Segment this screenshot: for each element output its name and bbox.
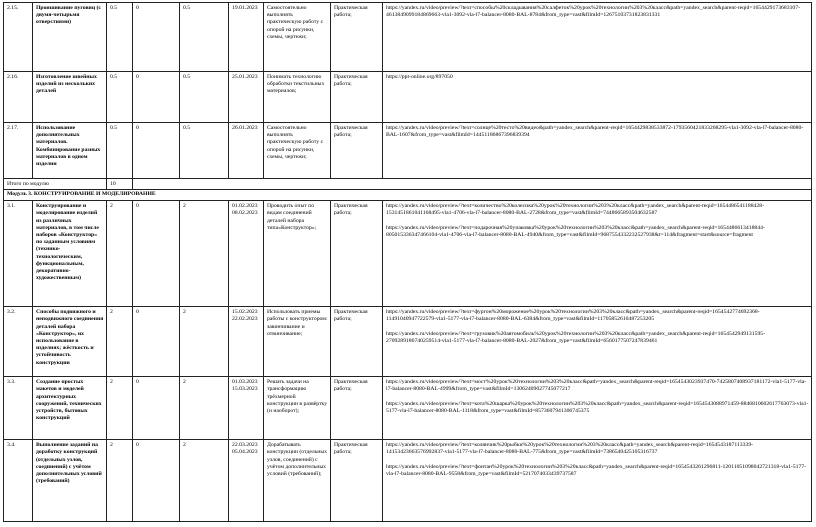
resource-links — [383, 377, 812, 440]
module-total-empty — [133, 179, 812, 190]
lesson-date: 15.03.2023 — [232, 386, 258, 393]
activity-content: Решать задачи на трансформацию трёхмерной конструкции в развёртку (и наоборот); — [264, 377, 331, 440]
table-row — [4, 307, 812, 377]
row-number: 2.17. — [4, 123, 33, 179]
table-row — [4, 201, 812, 307]
lesson-date: 19.01.2023 — [232, 5, 258, 11]
lesson-topic: Использование дополнительных материалов. Комбинирование разных материалов в одном изделии — [33, 123, 107, 179]
resource-link[interactable]: https://yandex.ru/video/preview/?text=кота%20шарка%20урок%20технологии%203%20класс&path=yandex_search&parent-reqid=1654543088971459-8846810602617763073-vla1-5177-vla-l7-balancer-8080-BAL-1118&from_type=vast&filmId=8573607941306745375 — [386, 400, 809, 414]
resource-link[interactable]: https://yandex.ru/video/preview/?text=мост%20урок%20технологии%203%20класс&path=yandex_search&parent-reqid=1654543023937470-7425807408937181172-vla1-5177-vla-l7-balancer-8080-BAL-4999&from_type=vast&filmId=13062409027745077217 — [386, 379, 807, 393]
control-form: Практическая работа; — [331, 123, 383, 179]
hours-theory: 0 — [133, 123, 180, 179]
activity-content: Самостоятельно выполнять практическую работу с опорой на рисунки, схемы, чертежи; — [264, 123, 331, 179]
lesson-topic: Выполнение заданий на доработку конструкций (отдельных узлов, соединений) с учётом дополнительных условий (требований) — [33, 440, 107, 522]
hours-practice: 2 — [180, 440, 229, 522]
activity-content: Использовать приемы работы с конструктором: завинчивание и отвинчивание; — [264, 307, 331, 377]
lesson-topic: Создание простых макетов и моделей архитектурных сооружений, технических устройств, бытовых конструкций — [33, 377, 107, 440]
hours-practice: 0.5 — [180, 72, 229, 123]
table-row — [4, 72, 812, 123]
lesson-date: 01.03.2023 — [232, 379, 258, 386]
lesson-dates — [229, 307, 264, 377]
lesson-date: 01.02.2023 — [232, 203, 258, 210]
row-number: 2.16. — [4, 72, 33, 123]
module-heading: Модуль 3. КОНСТРУИРОВАНИЕ И МОДЕЛИРОВАНИЕ — [4, 190, 812, 201]
resource-links — [383, 72, 812, 123]
resource-link[interactable]: https://yandex.ru/video/preview/?text=количество%20колесика%20урок%20технологии%203%20класс&path=yandex_search&parent-reqid=1654486541188428-1531451861041168495-vla1-4706-vla-l7-balancer-8080-BAL-2728&from_type=vast&filmId=7448665893504632587 — [386, 203, 764, 217]
resource-links — [383, 201, 812, 307]
row-number: 3.4. — [4, 440, 33, 522]
lesson-dates — [229, 377, 264, 440]
activity-content: Самостоятельно выполнять практическую работу с опорой на рисунки, схемы, чертежи; — [264, 3, 331, 72]
lesson-dates — [229, 201, 264, 307]
hours-theory: 0 — [133, 307, 180, 377]
resource-link[interactable]: https://yandex.ru/video/preview/?text=грузовик%20автомобиль%20урок%20технологии%203%20класс&path=yandex_search&parent-reqid=1654542949131595-2709289186740259514-vla1-5177-vla-l7-balancer-8080-BAL-2027&from_type=vast&filmId=6560177507247839461 — [386, 330, 766, 344]
hours-theory: 0 — [133, 440, 180, 522]
lesson-dates — [229, 3, 264, 72]
resource-link[interactable]: https://yandex.ru/video/preview/?text=фургон%20мороженое%20урок%20технологии%203%20класс&path=yandex_search&parent-reqid=1654542774692368-11491040947722579-vla1-5177-vla-l7-balancer-8080-BAL-6384&from_type=vast&filmId=11705852610487253205 — [386, 309, 760, 323]
lesson-date: 15.02.2023 — [232, 309, 258, 316]
activity-content: Проводить опыт по видам соединений деталей набора типа«Конструктор»; — [264, 201, 331, 307]
lesson-date: 22.03.2023 — [232, 442, 258, 449]
resource-link[interactable]: https://yandex.ru/video/preview/?text=фонтан%20урок%20технологии%203%20класс&path=yandex_search&parent-reqid=1654543261296811-12011051098042721318-vla1-5177-vla-l7-balancer-8080-BAL-9558&from_type=vast&filmId=5217074033439737587 — [386, 463, 807, 477]
row-number: 2.15. — [4, 3, 33, 72]
hours-total: 2 — [107, 307, 133, 377]
lesson-date: 22.02.2023 — [232, 316, 258, 323]
lesson-topic: Проишивание пуговиц (с двумя-четырьмя отверстиями) — [33, 3, 107, 72]
module-total-row — [4, 179, 812, 190]
resource-link[interactable]: https://yandex.ru/video/preview/?text=солнце%20тесто%20видео&path=yandex_search&parent-reqid=1654429838533872-1793560421833268295-vla1-3092-vla-l7-balancer-8080-BAL-1607&from_type=vast&filmId=14451186867396839394 — [386, 125, 804, 139]
hours-practice: 2 — [180, 307, 229, 377]
lesson-dates — [229, 72, 264, 123]
control-form: Практическая работа; — [331, 201, 383, 307]
hours-total: 0.5 — [107, 72, 133, 123]
control-form: Практическая работа; — [331, 377, 383, 440]
lesson-topic: Конструирование и моделирование изделий из различных материалов, в том числе наборов «Конструктор» по заданным условиям (технико-технологическим, функциональным, декоративно-художественным) — [33, 201, 107, 307]
resource-link[interactable]: https://yandex.ru/video/preview/?text=подарочная%20упаковка%20урок%20технологии%203%20класс&path=yandex_search&parent-reqid=1654486613418844-805015336347466104-vla1-4706-vla-l7-balancer-8080-BAL-4940&from_type=vast&filmId=9687554332232527938&t=114&fragment=start&source=fragment — [386, 224, 765, 238]
hours-total: 0.5 — [107, 3, 133, 72]
hours-practice: 2 — [180, 377, 229, 440]
row-number: 3.1. — [4, 201, 33, 307]
hours-total: 2 — [107, 201, 133, 307]
hours-theory: 0 — [133, 72, 180, 123]
module-total-label: Итого по модулю — [4, 179, 107, 190]
module-heading-row — [4, 190, 812, 201]
lesson-date: 05.04.2023 — [232, 449, 258, 456]
hours-practice: 0.5 — [180, 3, 229, 72]
resource-links — [383, 3, 812, 72]
resource-links — [383, 307, 812, 377]
row-number: 3.3. — [4, 377, 33, 440]
table-row — [4, 3, 812, 72]
lesson-dates — [229, 440, 264, 522]
resource-link[interactable]: https://yandex.ru/video/preview/?text=колянчик%20рыбки%20урок%20технологии%203%20класс&path=yandex_search&parent-reqid=1654543187113339-14153423663576992837-vla1-5177-vla-l7-balancer-8080-BAL-775&from_type=vast&filmId=7386540425105316737 — [386, 442, 754, 456]
hours-theory: 0 — [133, 201, 180, 307]
hours-practice: 0.5 — [180, 123, 229, 179]
resource-links — [383, 123, 812, 179]
hours-total: 2 — [107, 440, 133, 522]
control-form: Практическая работа; — [331, 440, 383, 522]
control-form: Практическая работа; — [331, 307, 383, 377]
lesson-date: 26.01.2023 — [232, 125, 258, 131]
resource-link[interactable]: https://ppt-online.org/897050 — [386, 74, 453, 80]
hours-theory: 0 — [133, 3, 180, 72]
hours-total: 0.5 — [107, 123, 133, 179]
hours-practice: 2 — [180, 201, 229, 307]
control-form: Практическая работа; — [331, 3, 383, 72]
module-total-value: 10 — [107, 179, 133, 190]
table-row — [4, 440, 812, 522]
lesson-date: 08.02.2023 — [232, 210, 258, 217]
lesson-dates — [229, 123, 264, 179]
table-row — [4, 123, 812, 179]
lesson-topic: Способы подвижного и неподвижного соединения деталей набора «Конструктор», их использование в изделиях; жёсткость и устойчивость конструкции — [33, 307, 107, 377]
hours-theory: 0 — [133, 377, 180, 440]
hours-total: 2 — [107, 377, 133, 440]
resource-link[interactable]: https://yandex.ru/video/preview/?text=способы%20складывания%20салфеток%20урок%20технологии%203%20класс&path=yandex_search&parent-reqid=1654429173683107-4613849099184869663-vla1-3092-vla-l7-balancer-8080-BAL-8784&from_type=vast&filmId=12675103731823831331 — [386, 5, 801, 19]
lesson-topic: Изготовление швейных изделий из нескольких деталей — [33, 72, 107, 123]
lesson-date: 25.01.2023 — [232, 74, 258, 80]
activity-content: Понимать технологию обработки текстильных материалов; — [264, 72, 331, 123]
control-form: Практическая работа; — [331, 72, 383, 123]
row-number: 3.2. — [4, 307, 33, 377]
activity-content: Дорабатывать конструкции (отдельных узлов, соединений) с учётом дополнительных условий (требований); — [264, 440, 331, 522]
resource-links — [383, 440, 812, 522]
table-row — [4, 377, 812, 440]
lesson-plan-table — [3, 2, 812, 522]
